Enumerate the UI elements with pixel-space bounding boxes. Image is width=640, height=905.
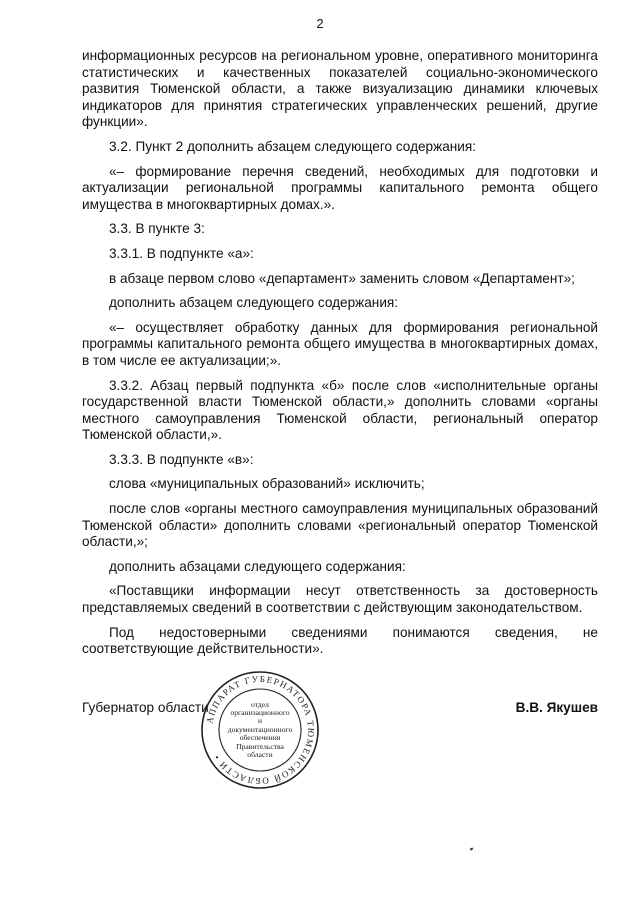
page-number: 2	[316, 16, 324, 31]
stamp-line: обеспечения	[239, 733, 281, 743]
pen-mark	[470, 847, 474, 850]
paragraph: 3.3.2. Абзац первый подпункта «б» после слов «исполнительные органы государственной власти Тюменской области,» дополнить словами «органы местного самоуправления Тюменской области, региональный оператор Тюменской области,».	[82, 377, 598, 443]
signature-block	[82, 700, 598, 720]
paragraph: «– осуществляет обработку данных для формирования региональной программы капитального ремонта общего имущества в многоквартирных домах, в том числе ее актуализации;».	[82, 319, 598, 368]
svg-text:АППАРАТ ГУБЕРНАТОРА ТЮМЕНСКОЙ: АППАРАТ ГУБЕРНАТОРА ТЮМЕНСКОЙ ОБЛАСТИ •	[204, 673, 317, 787]
paragraph: информационных ресурсов на региональном уровне, оперативного мониторинга статистических и качественных показателей социально-экономического развития Тюменской области, а также визуализацию динамики ключевых индикаторов для принятия стратегических управленческих решений, другие функции».	[82, 48, 598, 130]
paragraph: дополнить абзацем следующего содержания:	[109, 295, 399, 311]
paragraph: Под недостоверными сведениями понимаются сведения, не соответствующие действительности».	[82, 624, 598, 657]
stamp-text	[198, 668, 322, 792]
stamp-line: организационного	[230, 707, 290, 717]
paragraph: в абзаце первом слово «департамент» заменить словом «Департамент»;	[109, 270, 575, 286]
official-stamp	[198, 668, 322, 792]
signatory-name: В.В. Якушев	[515, 700, 598, 715]
signatory-title: Губернатор области	[82, 700, 209, 715]
document-body	[82, 48, 598, 666]
stamp-line: отдел	[251, 699, 269, 709]
paragraph: 3.3. В пункте 3:	[109, 221, 205, 237]
stamp-line: Правительства	[236, 741, 284, 751]
paragraph: дополнить абзацами следующего содержания:	[109, 558, 406, 574]
paragraph: слова «муниципальных образований» исключить;	[109, 476, 425, 492]
stamp-line: документационного	[227, 724, 293, 734]
paragraph: после слов «органы местного самоуправления муниципальных образований Тюменской области» дополнить словами «региональный оператор Тюменской области,»;	[82, 501, 598, 550]
paragraph: 3.3.1. В подпункте «а»:	[109, 245, 254, 261]
paragraph: «– формирование перечня сведений, необходимых для подготовки и актуализации региональной программы капитального ремонта общего имущества в многоквартирных домах.».	[82, 163, 598, 212]
paragraph: 3.3.3. В подпункте «в»:	[109, 451, 254, 467]
paragraph: «Поставщики информации несут ответственность за достоверность представляемых сведений в соответствии с действующим законодательством.	[82, 583, 598, 616]
stamp-line: и	[257, 716, 263, 726]
paragraph: 3.2. Пункт 2 дополнить абзацем следующего содержания:	[109, 138, 477, 154]
stamp-line: области	[247, 750, 273, 760]
